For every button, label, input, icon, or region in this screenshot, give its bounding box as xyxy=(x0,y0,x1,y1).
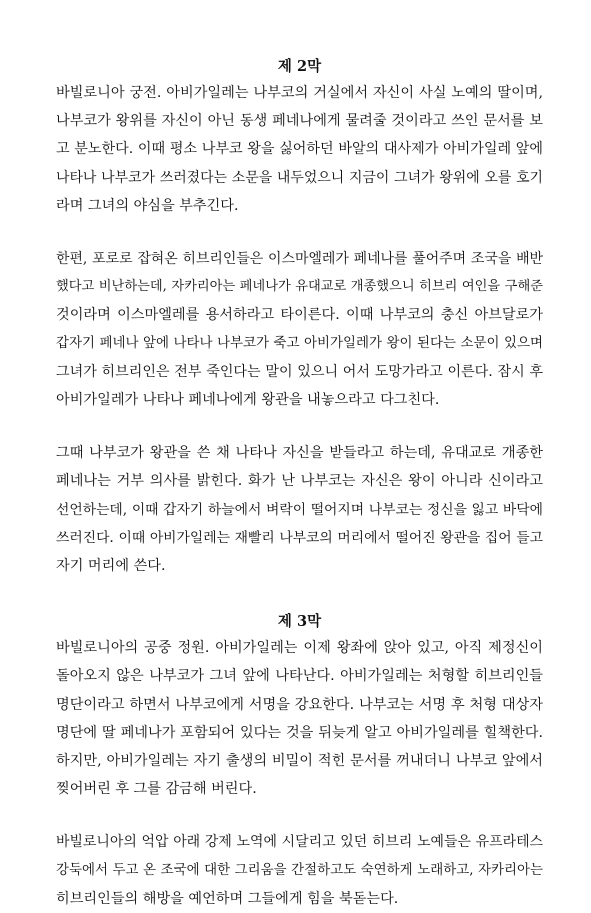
text-line: 바빌로니아 궁전. 아비가일레는 나부코의 거실에서 자신이 사실 노예의 딸이며, xyxy=(56,85,543,101)
text-line: 바빌로니아의 억압 아래 강제 노역에 시달리고 있던 히브리 노예들은 유프라테스 xyxy=(56,834,543,851)
text-line: 선언하는데, 이때 갑자기 하늘에서 벼락이 떨어지며 나부코는 정신을 잃고 바닥에 xyxy=(56,501,543,518)
text-line: 찢어버린 후 그를 감금해 버린다. xyxy=(56,781,257,798)
text-line: 하지만, 아비가일레는 자기 출생의 비밀이 적힌 문서를 꺼내더니 나부코 앞에서 xyxy=(56,753,543,770)
text-line: 자기 머리에 쓴다. xyxy=(56,558,166,575)
text-line: 강둑에서 두고 온 조국에 대한 그리움을 간절하고도 숙연하게 노래하고, 자카리아는 xyxy=(56,862,543,878)
text-line: 아비가일레가 나타나 페네나에게 왕관을 내놓으라고 다그친다. xyxy=(56,392,440,409)
act-3-paragraph-1 xyxy=(56,634,543,803)
text-line: 것이라며 이스마엘레를 용서하라고 타이른다. 이때 나부코의 충신 아브달로가 xyxy=(56,307,543,324)
text-line: 그녀가 히브리인은 전부 죽인다는 말이 있으니 어서 도망가라고 이른다. 잠시 후 xyxy=(56,363,543,380)
text-line: 명단에 딸 페네나가 포함되어 있다는 것을 뒤늦게 알고 아비가일레를 힐책한다. xyxy=(56,724,543,741)
text-line: 고 분노한다. 이때 평소 나부코 왕을 싫어하던 바알의 대사제가 아비가일레 앞에 xyxy=(56,141,543,158)
text-line: 히브리인들의 해방을 예언하며 그들에게 힘을 북돋는다. xyxy=(56,890,399,907)
text-line: 라며 그녀의 야심을 부추긴다. xyxy=(56,197,239,214)
act-2-paragraph-2 xyxy=(56,245,543,414)
act-2-section xyxy=(56,58,543,580)
act-3-section xyxy=(56,613,543,913)
act-2-paragraph-1 xyxy=(56,79,543,220)
text-line: 페네나는 거부 의사를 밝힌다. 화가 난 나부코는 자신은 왕이 아니라 신이라고 xyxy=(56,473,543,490)
text-line: 나부코가 왕위를 자신이 아닌 동생 페네나에게 물려줄 것이라고 쓰인 문서를 보 xyxy=(56,113,543,130)
act-3-paragraph-2 xyxy=(56,828,543,913)
text-line: 그때 나부코가 왕관을 쓴 채 나타나 자신을 받들라고 하는데, 유대교로 개종한 xyxy=(56,445,543,462)
act-2-heading: 제 2막 xyxy=(277,58,322,75)
text-line: 갑자기 페네나 앞에 나타나 나부코가 죽고 아비가일레가 왕이 된다는 소문이 있으며 xyxy=(56,335,543,351)
act-2-paragraph-3 xyxy=(56,439,543,580)
text-line: 돌아오지 않은 나부코가 그녀 앞에 나타난다. 아비가일레는 처형할 히브리인들 xyxy=(56,668,543,685)
text-line: 바빌로니아의 공중 정원. 아비가일레는 이제 왕좌에 앉아 있고, 아직 제정신이 xyxy=(56,640,543,657)
text-line: 쓰러진다. 이때 아비가일레는 재빨리 나부코의 머리에서 떨어진 왕관을 집어 들고 xyxy=(56,529,543,546)
text-line: 했다고 비난하는데, 자카리아는 페네나가 유대교로 개종했으니 히브리 여인을 구해준 xyxy=(56,279,543,295)
text-line: 한편, 포로로 잡혀온 히브리인들은 이스마엘레가 페네나를 풀어주며 조국을 배반 xyxy=(56,251,543,268)
text-line: 나타나 나부코가 쓰러졌다는 소문을 내두었으니 지금이 그녀가 왕위에 오를 호기 xyxy=(56,169,543,186)
text-line: 명단이라고 하면서 나부코에게 서명을 강요한다. 나부코는 서명 후 처형 대상자 xyxy=(56,696,543,713)
act-3-heading: 제 3막 xyxy=(277,613,322,631)
